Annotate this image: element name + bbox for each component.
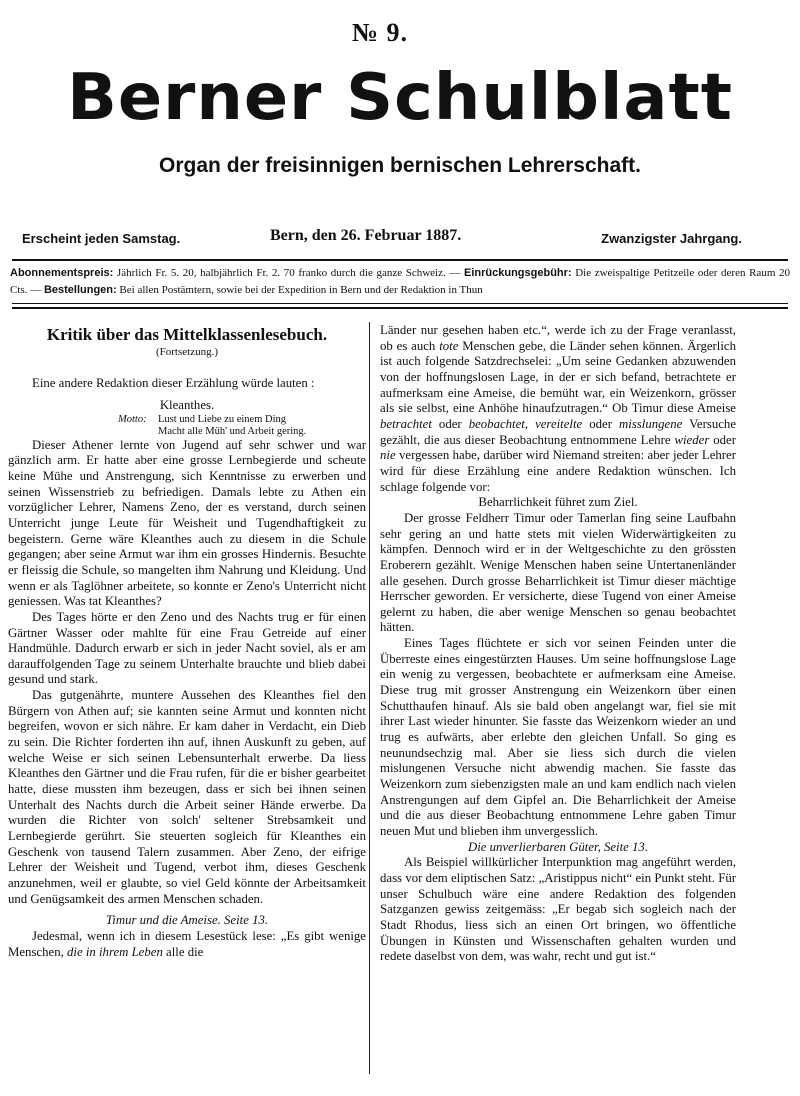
article-continuation: (Fortsetzung.) — [155, 345, 218, 358]
publishing-frequency: Erscheint jeden Samstag. — [22, 231, 181, 246]
paragraph: Eines Tages flüchtete er sich vor seinen Feinden unter die Überreste eines eingestürzten Hauses. Um seine hoffnungslose Lage ein wenig zu vergessen, beobachtete er aufmerksam eine Ameise. Diese trug mit grosser Anstrengung ein Weizenkorn über einen Schutthaufen hinauf. Als sie bald oben angelangt war, fiel sie mit ihrer Last wieder hinunter. Sie fasste das Weizenkorn wieder an und trug es aufwärts, aber erlebte den gleichen Unfall. So ging es neunundsechzig mal. Aber sie liess sich durch die vielen mislungenen Versuche nicht abwendig machen. Sie fasste das Weizenkorn zum siebenzigsten male an und kam endlich nach vielen Anstrengungen auf dem Gipfel an. Die Beharrlichkeit der Ameise und die aus dieser Beobachtung entnommene Lehre gaben Timur neuen Mut und blieben ihm unvergesslich. — [380, 636, 736, 838]
text-run: oder — [709, 432, 736, 447]
article-title: Kritik über das Mittelklassenlesebuch. — [46, 325, 328, 344]
paragraph: Dieser Athener lernte von Jugend auf sehr schwer und war gänzlich arm. Er hatte aber eine grosse Lernbegierde und scheute keine Mühe und Anstrengung, sich Kenntnisse zu erwerben und seinen Wissenstrieb zu befriedigen. Damals lebte zu Athen ein vorzüglicher Lehrer, Namens Zeno, der es verstand, durch seinen Unterricht junge Leute für Weisheit und Tugendhaftigkeit zu begeistern. Gerne wäre Kleanthes auch zu diesem in die Schule gegangen; aber seine Armut war ihm ein grosses Hindernis. Besuchte er fleissig die Schule, so mangelten ihm Nahrung und Kleidung. Und wenn er als Taglöhner arbeitete, so konnte er Zeno's Unterricht nicht geniessen. Was tat Kleanthes? — [8, 437, 366, 609]
masthead-subtitle: Organ der freisinnigen bernischen Lehrerschaft. — [159, 154, 641, 177]
masthead-title: Berner Schulblatt — [67, 61, 733, 135]
motto-label: Motto: — [118, 413, 147, 425]
paragraph — [8, 929, 366, 960]
section-heading — [380, 840, 736, 856]
motto — [118, 414, 366, 438]
insertion-fee-label: Einrückungsgebühr: — [464, 267, 572, 279]
text-run: oder — [431, 416, 469, 431]
text-run-italic: nie — [380, 448, 396, 463]
paragraph: Das gutgenährte, muntere Aussehen des Kleanthes fiel den Bürgern von Athen auf; sie kannten seine Armut und konnten nicht begreifen, wovon er sich nähre. Er kam daher in Verdacht, ein Dieb zu sein. Die Richter forderten ihn auf, ihnen Auskunft zu geben, auf welche Weise er sich seinen Lebensunterhalt erwerbe. Da liess Kleanthes den Gärtner und die Frau rufen, für die er bisher gearbeitet hatte, diese mussten ihm bezeugen, dass er sich bei ihnen seinen Unterhalt des Nachts durch die Arbeit seiner Hände erwerbe. Da wurden die Richter von solch' seltener Strebsamkeit und Lernbegierde gerührt. Sie steuerten sogleich für Kleanthes ein Geschenk von tausend Talern zusammen. Aber Zeno, der eifrige Lehrer der Weisheit und Tugend, verbot ihm, dieses Geschenk anzunehmen, weil er glaubte, so viel Geld könnte der Arbeitsamkeit und Genügsamkeit des armen Menschen schaden. — [8, 688, 366, 906]
column-right — [380, 323, 736, 965]
text-run: Jedesmal, wenn ich in diesem Lesestück lese: „Es gibt wenige Menschen, — [8, 928, 366, 959]
subscription-rule-thick — [12, 307, 788, 309]
text-run: alle die — [162, 944, 204, 959]
motto-line: Lust und Liebe zu einem Ding — [158, 413, 287, 425]
paragraph: Als Beispiel willkürlicher Interpunktion mag angeführt werden, dass vor dem eliptischen Satz: „Aristippus nicht“ ein Punkt steht. Für unser Schulbuch wäre eine andere Redaktion des folgenden Satzganzen gewiss zeitgemäss: „Er begab sich sogleich nach der Stadt Rhodus, liess sich an einen Ort bringen, wo öffentliche Übungen in Künsten und Wissenschaften gehalten wurden und redete daselbst von dem, was wahr, recht und gut ist.“ — [380, 855, 736, 964]
text-run-italic: wieder — [674, 432, 710, 447]
insertion-fee-text: Die zweispaltige Petitzeile oder deren Raum 20 Cts. — — [10, 267, 791, 296]
article-intro: Eine andere Redaktion dieser Erzählung würde lauten : — [32, 376, 315, 391]
story-title: Kleanthes. — [159, 397, 215, 412]
text-run-italic: die in ihrem Leben — [67, 944, 163, 959]
text-run: vergessen habe, darüber wird Niemand streiten: aber jeder Lehrer wird für diese Erzählung eine andere Redaktion wünschen. Ich schlage folgende vor: — [380, 448, 736, 494]
subscription-price-text: Jährlich Fr. 5. 20, halbjährlich Fr. 2. 70 franko durch die ganze Schweiz. — — [113, 267, 465, 279]
section-heading-text: Timur und die Ameise. Seite 13. — [105, 913, 269, 928]
issue-date: Bern, den 26. Februar 1887. — [270, 227, 462, 244]
subscription-price-label: Abonnementspreis: — [10, 267, 114, 279]
issue-number: № 9. — [351, 18, 409, 47]
paragraph: Der grosse Feldherr Timur oder Tamerlan fing seine Laufbahn sehr gering an und hatte stets mit vielen Widerwärtigkeiten zu kämpfen. Dennoch wird er in der Weltgeschichte zu den grössten Eroberern gezählt. Wenige Menschen haben seine Untertanenländer alle gesehen. Durch grosse Beharrlichkeit ist Timur dieser mächtige Herrscher geworden. Er versicherte, diese Tugend von einer Ameise gelernt zu haben, die aber wenige Menschen so genau beobachtet hätten. — [380, 510, 736, 635]
subscription-rule-thin — [12, 303, 788, 304]
column-divider — [369, 322, 370, 1074]
header-rule — [12, 259, 788, 261]
text-run-italic: tote — [439, 338, 459, 353]
text-run: Länder nur gesehen haben etc.“, werde ich zu der Frage veranlasst, ob es auch — [380, 323, 736, 353]
orders-text: Bei allen Postämtern, sowie bei der Expedition in Bern und der Redaktion in Thun — [116, 284, 483, 296]
paragraph — [380, 323, 736, 495]
motto-line: Macht alle Müh' und Arbeit gering. — [158, 425, 307, 437]
paragraph: Des Tages hörte er den Zeno und des Nachts trug er für einen Gärtner Wasser oder mahlte für eine Frau Getreide auf einer Handmühle. Dadurch erwarb er sich in jeder Nacht soviel, als er am darauffolgenden Tage zu seinem Unterhalte brauchte und blieb dabei gesund und stark. — [8, 609, 366, 687]
info-line — [22, 229, 742, 249]
section-heading-text: Die unverlierbaren Güter, Seite 13. — [467, 839, 649, 854]
text-run-italic: betrachtet — [380, 416, 432, 431]
text-run-italic: beobachtet, vereitelte — [468, 416, 583, 431]
orders-label: Bestellungen: — [43, 284, 117, 296]
text-run: oder — [582, 416, 620, 431]
volume-label: Zwanzigster Jahrgang. — [601, 231, 742, 246]
text-run: Versuche gezählt, die aus dieser Beobachtung entnommene Lehre — [380, 416, 737, 447]
section-heading: Beharrlichkeit führet zum Ziel. — [478, 495, 638, 510]
section-heading — [8, 913, 366, 929]
column-left — [8, 323, 366, 960]
text-run: Menschen gebe, die Länder sehen können. Ärgerlich ist auch folgende Satzdrechselei: „Um seine Gedanken abzuwenden von der hoffnungslosen Lage, in der er sich befand, betrachtete er aufmerksam eine Ameise, die bemüht war, ein Weizenkorn, grösser als sie selbst, eine Anhöhe hinaufzutragen.“ Ob Timur diese Ameise — [380, 338, 736, 416]
text-run-italic: misslungene — [619, 416, 683, 431]
subscription-info — [10, 265, 790, 299]
